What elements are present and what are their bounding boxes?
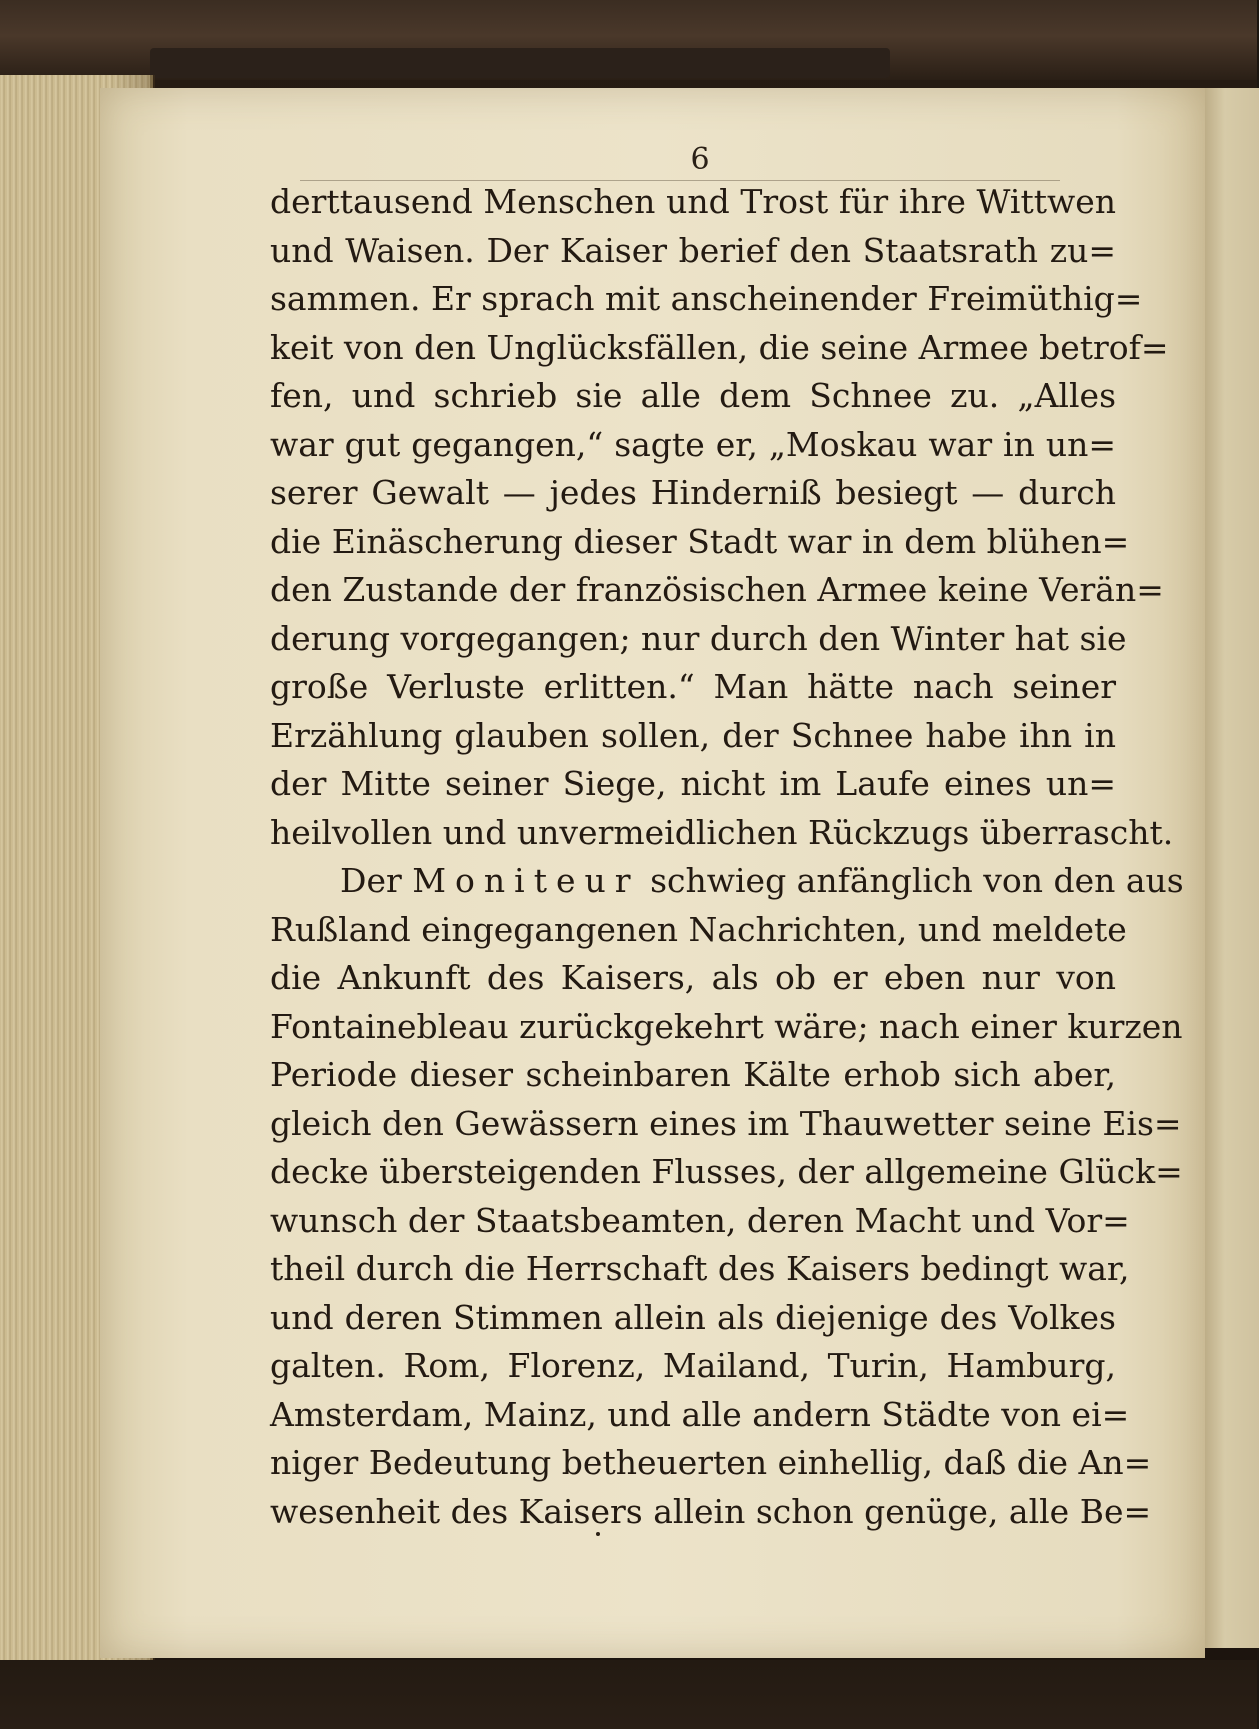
book-cover-edge xyxy=(150,48,890,78)
text-line: der Mitte seiner Siege, nicht im Laufe eines un= xyxy=(270,764,1116,803)
text-line: und Waisen. Der Kaiser berief den Staatsrath zu= xyxy=(270,230,1116,270)
text-line: niger Bedeutung betheuerten einhellig, daß die An= xyxy=(270,1443,1152,1482)
body-text xyxy=(270,178,1184,1536)
text-line: den Zustande der französischen Armee keine Verän= xyxy=(270,570,1164,609)
text-line: derung vorgegangen; nur durch den Winter hat sie xyxy=(270,618,1127,658)
text-line: gleich den Gewässern eines im Thauwetter seine Eis= xyxy=(270,1103,1182,1143)
text-line: serer Gewalt — jedes Hinderniß besiegt — durch xyxy=(270,473,1116,512)
text-line: Erzählung glauben sollen, der Schnee habe ihn in xyxy=(270,715,1116,755)
text-line: wunsch der Staatsbeamten, deren Macht und Vor= xyxy=(270,1200,1130,1240)
first-line-rest: schwieg anfänglich von den aus xyxy=(650,861,1184,900)
ink-dot xyxy=(596,1532,600,1536)
text-line: Periode dieser scheinbaren Kälte erhob sich aber, xyxy=(270,1055,1116,1094)
page-number: 6 xyxy=(690,142,710,177)
text-line: war gut gegangen,“ sagte er, „Moskau war in un= xyxy=(270,424,1116,464)
text-line: die Ankunft des Kaisers, als ob er eben nur von xyxy=(270,958,1116,997)
spaced-emphasis: Moniteur xyxy=(412,861,640,900)
text-line: Rußland eingegangenen Nachrichten, und meldete xyxy=(270,909,1127,949)
text-line: und deren Stimmen allein als diejenige des Volkes xyxy=(270,1297,1116,1337)
text-line: fen, und schrieb sie alle dem Schnee zu. „Alles xyxy=(270,376,1116,415)
text-line: keit von den Unglücksfällen, die seine Armee betrof= xyxy=(270,327,1169,367)
text-line: galten. Rom, Florenz, Mailand, Turin, Hamburg, xyxy=(270,1346,1116,1385)
paragraph-first-line xyxy=(270,857,1184,906)
text-line: große Verluste erlitten.“ Man hätte nach seiner xyxy=(270,667,1116,706)
text-line: sammen. Er sprach mit anscheinender Freimüthig= xyxy=(270,279,1143,318)
next-page-edge xyxy=(1200,88,1259,1648)
text-line: wesenheit des Kaisers allein schon genüge, alle Be= xyxy=(270,1491,1152,1531)
book-bottom-shadow xyxy=(0,1660,1257,1729)
text-line: decke übersteigenden Flusses, der allgemeine Glück= xyxy=(270,1152,1183,1191)
text-line: theil durch die Herrschaft des Kaisers bedingt war, xyxy=(270,1249,1130,1288)
text-line: heilvollen und unvermeidlichen Rückzugs überrascht. xyxy=(270,812,1174,852)
text-line: Amsterdam, Mainz, und alle andern Städte von ei= xyxy=(270,1394,1130,1434)
text-line: die Einäscherung dieser Stadt war in dem blühen= xyxy=(270,521,1130,561)
text-line: derttausend Menschen und Trost für ihre Wittwen xyxy=(270,182,1116,221)
text-line: Fontainebleau zurückgekehrt wäre; nach einer kurzen xyxy=(270,1006,1183,1046)
lead-word: Der xyxy=(340,861,402,900)
